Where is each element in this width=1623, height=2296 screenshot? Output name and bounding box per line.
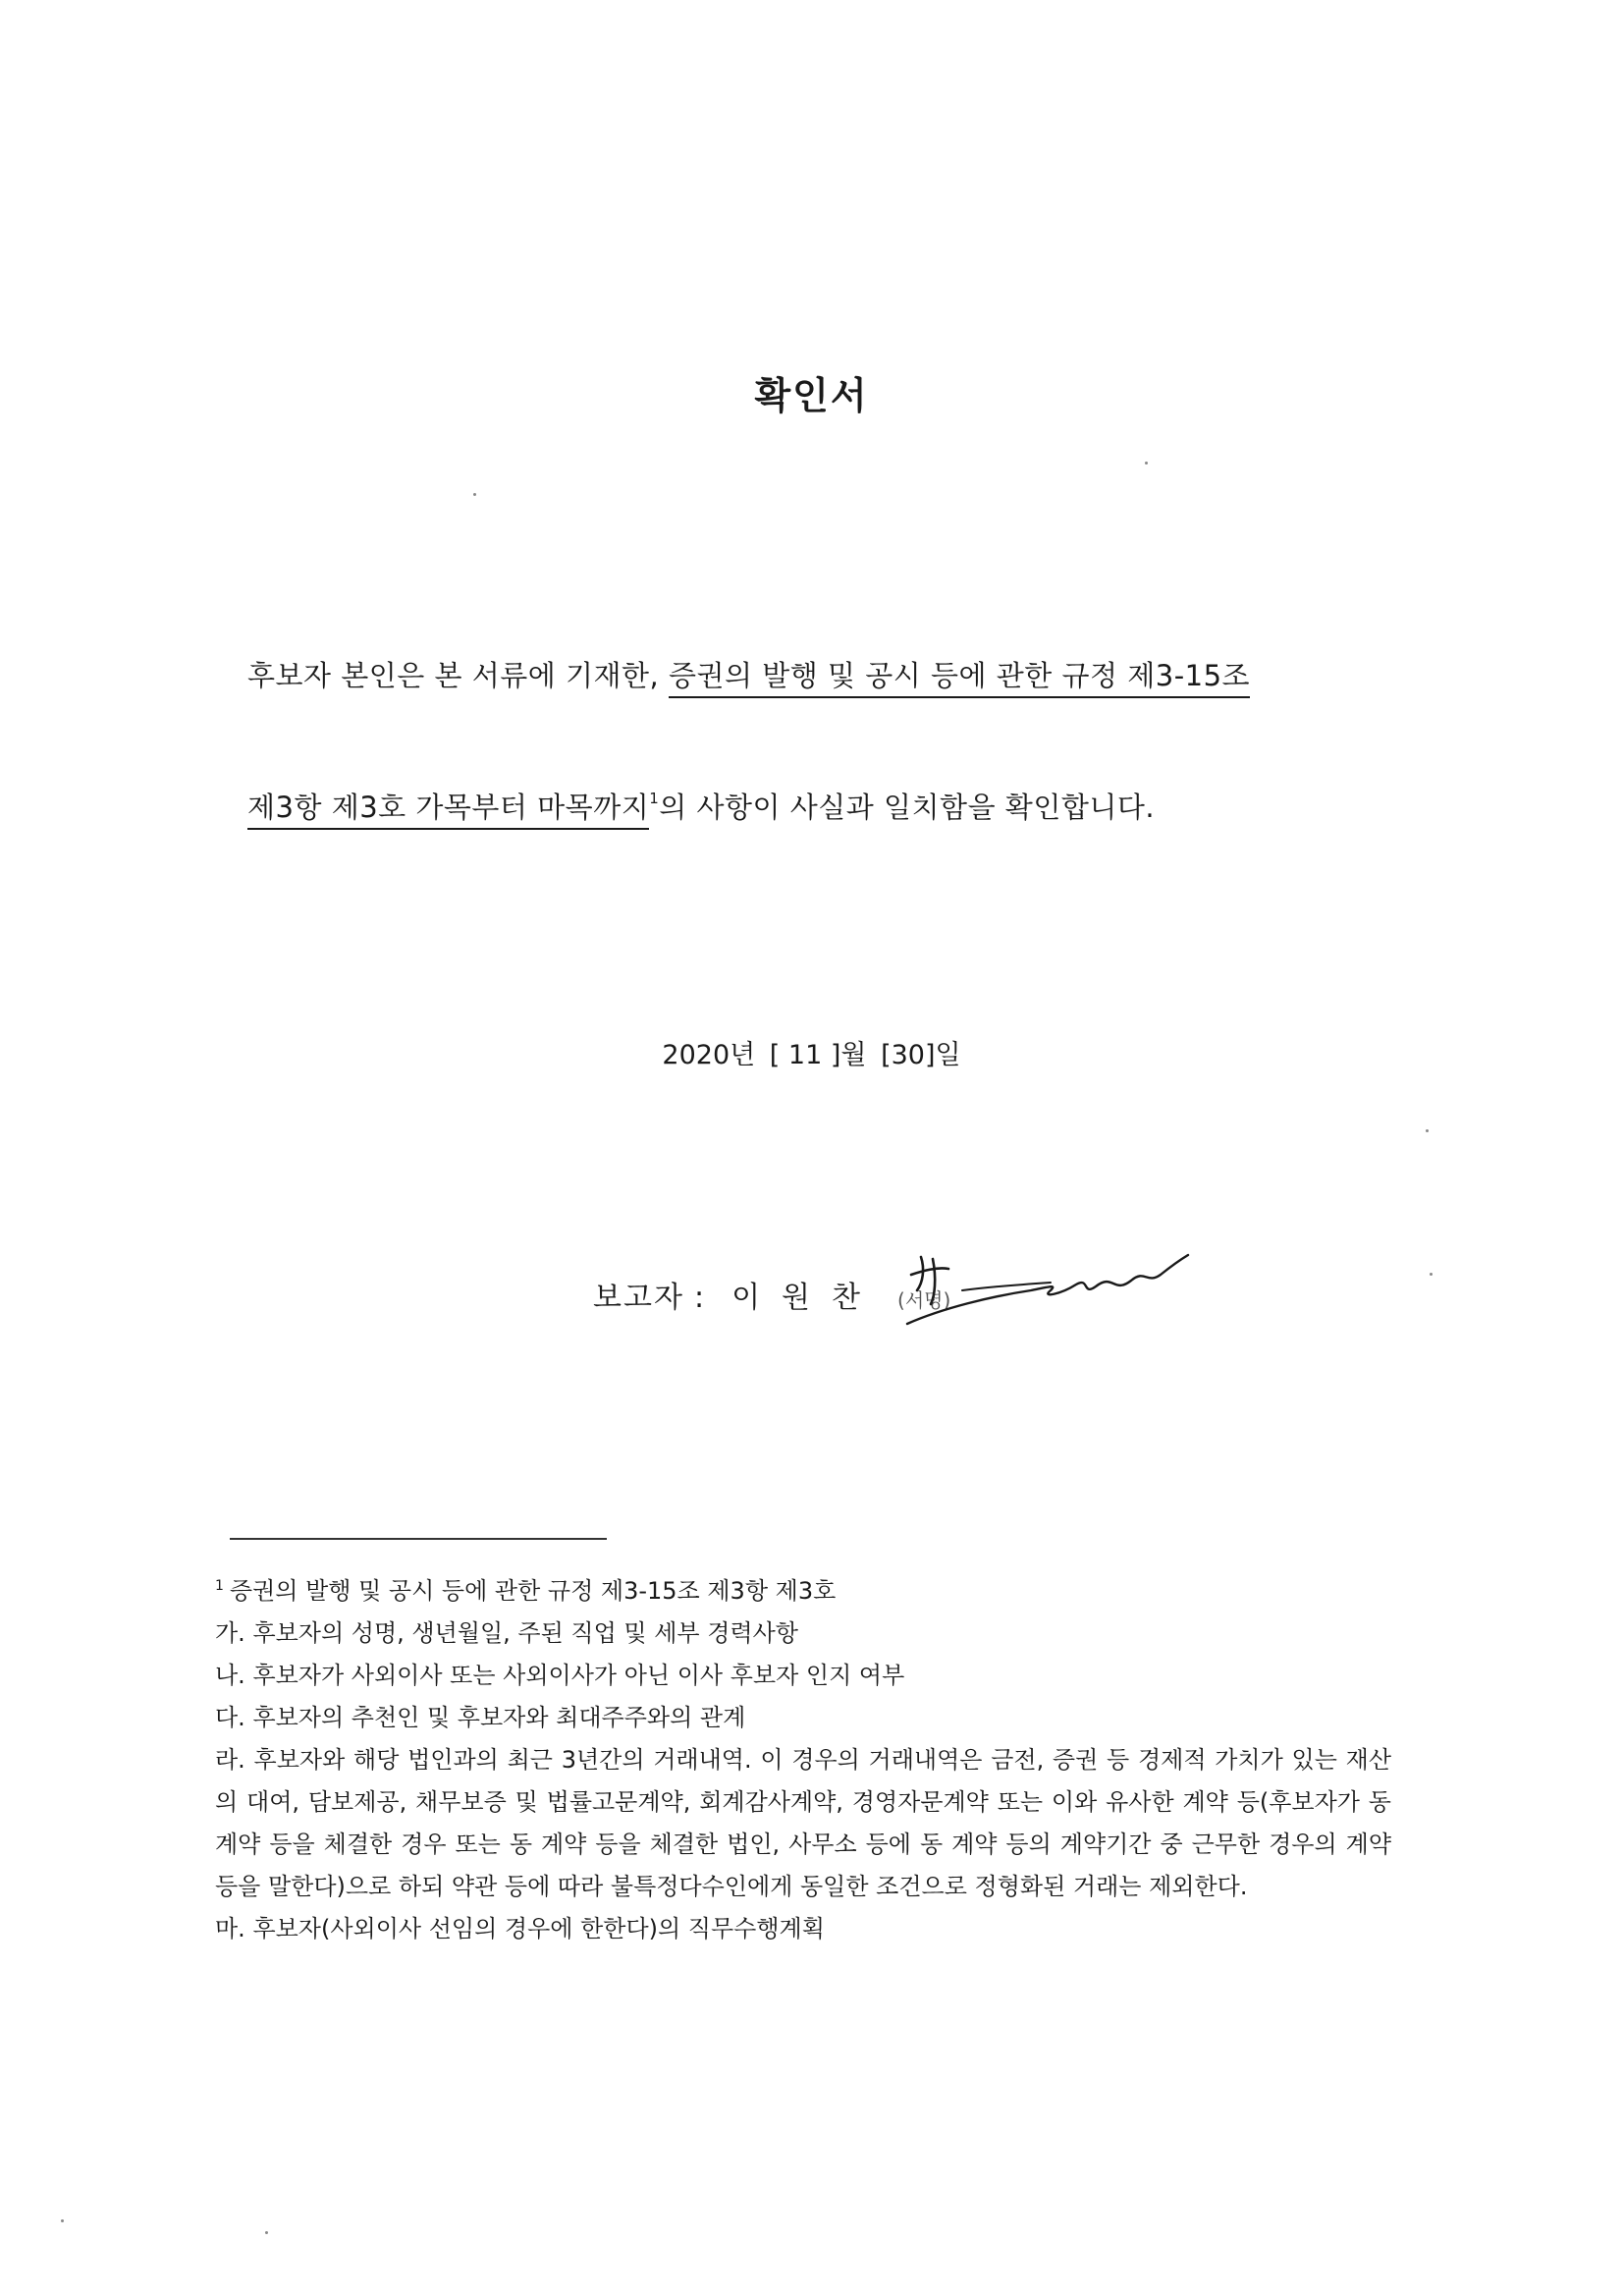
footnote-list (215, 1565, 1393, 1950)
statement-line-1 (247, 654, 1250, 694)
scan-speck (1145, 462, 1148, 465)
signature-label: (서명) (897, 1288, 951, 1312)
date-day: [30]일 (881, 1040, 961, 1070)
scan-speck (1426, 1129, 1429, 1132)
statement-text-end: 의 사항이 사실과 일치함을 확인합니다. (659, 791, 1156, 824)
date-month: [ 11 ]월 (769, 1040, 867, 1070)
document-date (0, 1033, 1623, 1071)
reporter-name: 이원찬 (731, 1281, 883, 1315)
scan-speck (1430, 1273, 1433, 1276)
footnote-marker-ref: 1 (215, 1578, 224, 1594)
date-year: 2020년 (662, 1040, 756, 1070)
footnote-item: 라. 후보자와 해당 법인과의 최근 3년간의 거래내역. 이 경우의 거래내역은 금전, 증권 등 경제적 가치가 있는 재산의 대여, 담보제공, 채무보증 및 법률고문계약, 회계감사계약, 경영자문계약 또는 이와 유사한 계약 등(후보자가 동 계약 등을 체결한 경우 또는 동 계약 등을 체결한 법인, 사무소 등에 동 계약 등의 계약기간 중 근무한 경우의 계약 등을 말한다)으로 하되 약관 등에 따라 불특정다수인에게 동일한 조건으로 정형화된 거래는 제외한다. (215, 1746, 1391, 1900)
regulation-reference: 증권의 발행 및 공시 등에 관한 규정 제3-15조 (669, 659, 1250, 698)
footnote-item: 가. 후보자의 성명, 생년월일, 주된 직업 및 세부 경력사항 (215, 1619, 798, 1647)
regulation-clause-reference: 제3항 제3호 가목부터 마목까지 (247, 791, 649, 830)
statement-text: 후보자 본인은 본 서류에 기재한, (247, 659, 669, 692)
footnote-item: 다. 후보자의 추천인 및 후보자와 최대주주와의 관계 (215, 1704, 746, 1731)
handwritten-signature (903, 1239, 1198, 1338)
document-title: 확인서 (754, 374, 869, 417)
footnote-marker: 1 (649, 790, 660, 807)
footnote-item: 나. 후보자가 사외이사 또는 사외이사가 아닌 이사 후보자 인지 여부 (215, 1662, 905, 1689)
scan-speck (61, 2219, 64, 2222)
reporter-label: 보고자 (593, 1281, 684, 1315)
footnote-heading (215, 1565, 1393, 1613)
footnote-item: 마. 후보자(사외이사 선임의 경우에 한한다)의 직무수행계획 (215, 1915, 825, 1942)
statement-line-2 (247, 786, 1155, 826)
reporter-signature-line (593, 1273, 950, 1316)
scan-speck (473, 493, 476, 496)
footnote-heading-text: 증권의 발행 및 공시 등에 관한 규정 제3-15조 제3항 제3호 (229, 1577, 837, 1605)
reporter-colon: : (693, 1281, 705, 1315)
scan-speck (265, 2231, 268, 2234)
footnote-divider (230, 1538, 607, 1540)
